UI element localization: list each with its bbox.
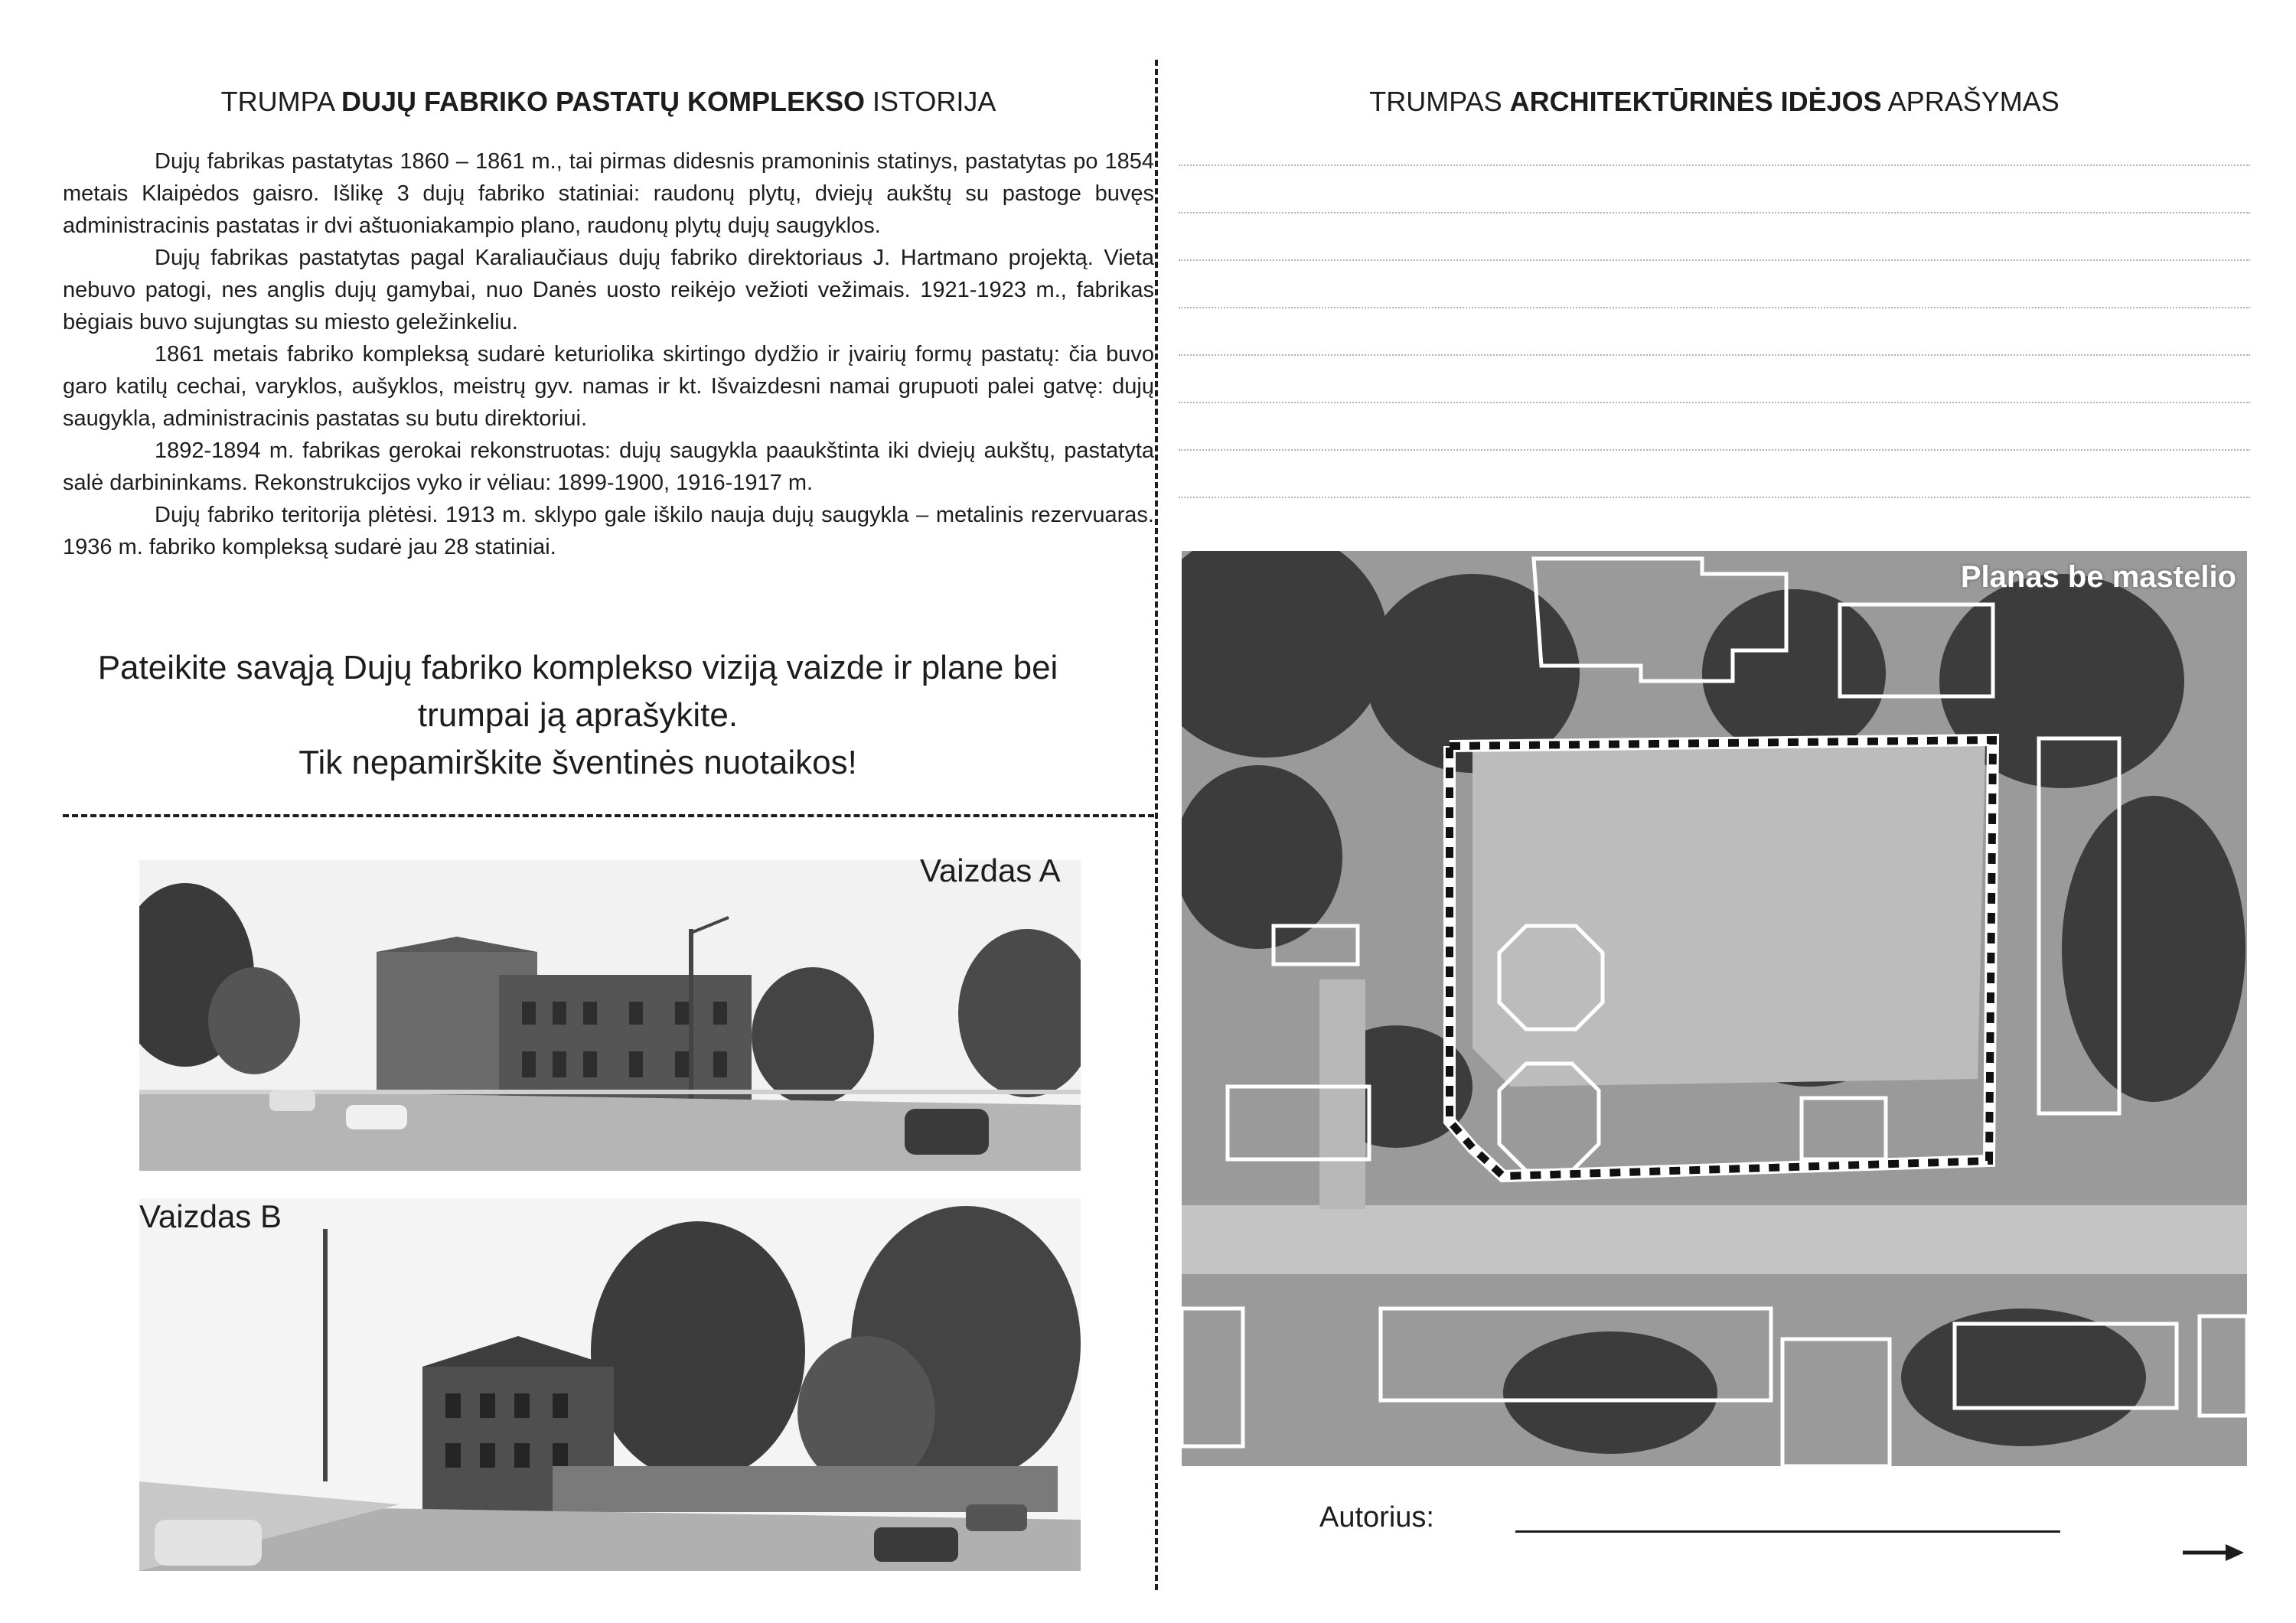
author-label: Autorius: (1319, 1501, 1434, 1533)
call-to-action (31, 644, 1125, 787)
view-a-label: Vaizdas A (920, 852, 1061, 888)
map-label: Planas be mastelio (1960, 560, 2236, 594)
horizontal-divider (63, 814, 1154, 817)
writing-line (1179, 212, 2250, 213)
description-lines (1179, 165, 2250, 544)
history-paragraph: Dujų fabrikas pastatytas pagal Karaliaučiaus dujų fabriko direktoriaus J. Hartmano projektą. Vieta nebuvo patogi, nes anglis dujų gamybai, nuo Danės uosto reikėjo vežioti vežimais. 1921-1923 m., fabrikas bėgiais buvo sujungtas su miesto geležinkeliu. (63, 246, 1154, 334)
arrow-right-icon[interactable] (2183, 1543, 2244, 1563)
call-line: trumpai ją aprašykite. (417, 696, 739, 734)
idea-heading (1179, 86, 2250, 118)
writing-line (1179, 165, 2250, 166)
view-b-label: Vaizdas B (139, 1198, 282, 1234)
history-paragraph: Dujų fabriko teritorija plėtėsi. 1913 m. sklypo gale iškilo nauja dujų saugykla – metalinis rezervuaras. 1936 m. fabriko kompleksą sudarė jau 28 statiniai. (63, 503, 1154, 559)
history-text (63, 145, 1154, 563)
history-paragraph: Dujų fabrikas pastatytas 1860 – 1861 m., tai pirmas didesnis pramoninis statinys, pastatytas po 1854 metais Klaipėdos gaisro. Išlikę 3 dujų fabriko statiniai: raudonų plytų, dviejų aukštų su pastoge buvęs administracinis pastatas ir dvi aštuoniakampio plano, raudonų plytų dujų saugyklos. (63, 149, 1154, 238)
photo-view-b (139, 1198, 1081, 1571)
arrow-right-icon-graphic (2183, 1543, 2244, 1563)
writing-line (1179, 259, 2250, 261)
history-heading-post: ISTORIJA (865, 86, 996, 117)
history-heading (63, 86, 1154, 118)
writing-line (1179, 354, 2250, 356)
aerial-plan-illustration (1182, 551, 2247, 1466)
idea-heading-post: APRAŠYMAS (1881, 86, 2060, 117)
history-paragraph: 1861 metais fabriko kompleksą sudarė keturiolika skirtingo dydžio ir įvairių formų pastatų: čia buvo garo katilų cechai, varyklos, aušyklos, meistrų gyv. namas ir kt. Išvaizdesni namai grupuoti palei gatvę: dujų saugykla, administracinis pastatas su butu direktoriui. (63, 342, 1154, 431)
idea-heading-pre: TRUMPAS (1369, 86, 1510, 117)
call-line: Tik nepamirškite šventinės nuotaikos! (298, 744, 857, 781)
call-line: Pateikite savąją Dujų fabriko komplekso viziją vaizde ir plane bei (97, 649, 1058, 686)
photo-view-a-illustration (139, 860, 1081, 1171)
idea-heading-bold: ARCHITEKTŪRINĖS IDĖJOS (1509, 86, 1882, 117)
writing-line (1179, 497, 2250, 498)
history-heading-pre: TRUMPA (220, 86, 341, 117)
writing-line (1179, 449, 2250, 451)
author-signature-line[interactable] (1515, 1530, 2060, 1533)
history-paragraph: 1892-1894 m. fabrikas gerokai rekonstruotas: dujų saugykla paaukštinta iki dviejų aukštų, pastatyta salė darbininkams. Rekonstrukcijos vyko ir vėliau: 1899-1900, 1916-1917 m. (63, 438, 1154, 495)
photo-view-b-illustration (139, 1198, 1081, 1571)
writing-line (1179, 402, 2250, 403)
history-heading-bold: DUJŲ FABRIKO PASTATŲ KOMPLEKSO (341, 86, 865, 117)
writing-line (1179, 307, 2250, 308)
vertical-divider (1155, 60, 1158, 1590)
photo-view-a (139, 860, 1081, 1171)
aerial-plan (1182, 551, 2247, 1466)
